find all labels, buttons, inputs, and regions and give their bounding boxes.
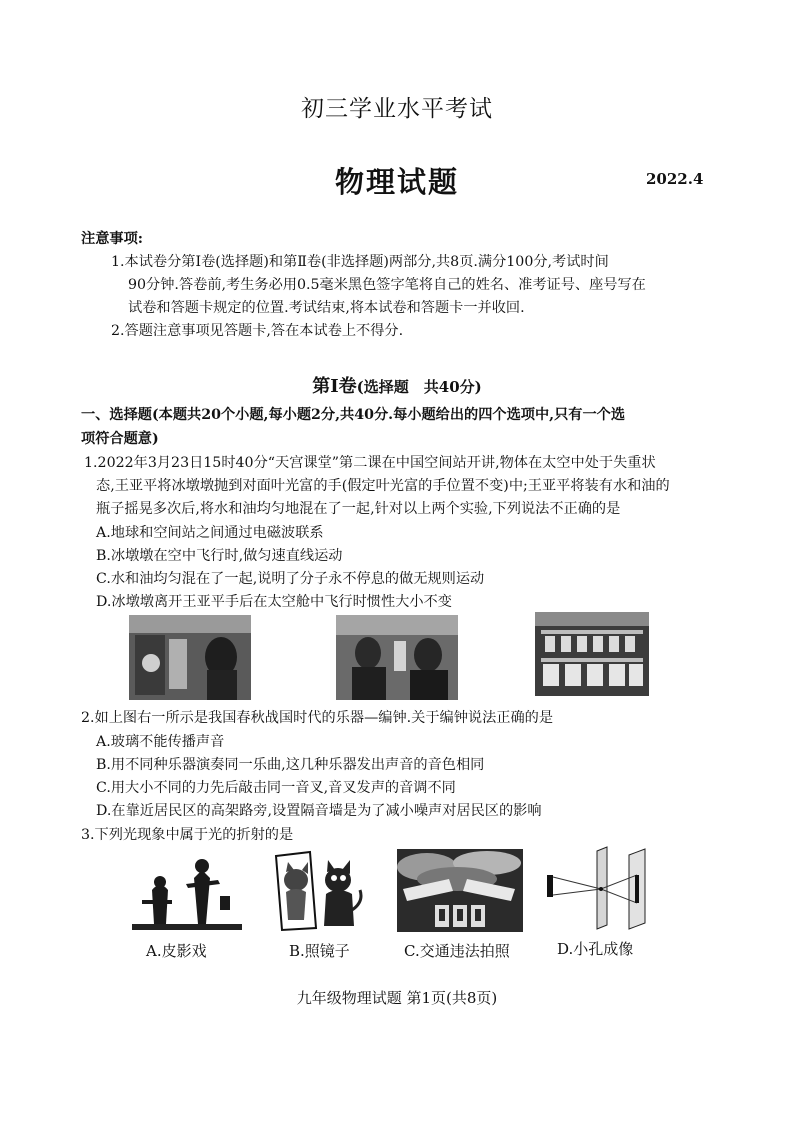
photo-space-station-1 (129, 615, 251, 700)
photo-space-station-2-image (336, 615, 458, 700)
notice-heading: 注意事项: (81, 231, 143, 247)
q2-option-a: A.玻璃不能传播声音 (96, 734, 225, 750)
q2-option-b: B.用不同种乐器演奏同一乐曲,这几种乐器发出声音的音色相同 (96, 757, 485, 773)
q3-stem: 3.下列光现象中属于光的折射的是 (81, 827, 294, 843)
page-footer: 九年级物理试题 第1页(共8页) (296, 989, 498, 1007)
shadow-play-illustration (132, 850, 242, 932)
q1-option-d: D.冰墩墩离开王亚平手后在太空舱中飞行时惯性大小不变 (96, 594, 452, 610)
q2-option-d: D.在靠近居民区的高架路旁,设置隔音墙是为了减小噪声对居民区的影响 (96, 803, 542, 819)
q3-caption-c: C.交通违法拍照 (404, 942, 510, 960)
q3-caption-a: A.皮影戏 (146, 942, 207, 960)
photo-chime-bells (535, 612, 649, 696)
section-title: 第Ⅰ卷 (312, 376, 357, 397)
notice-item-1-line-3: 试卷和答题卡规定的位置.考试结束,将本试卷和答题卡一并收回. (128, 300, 525, 316)
photo-space-station-1-image (129, 615, 251, 700)
part-instruction-line-1: 一、选择题(本题共20个小题,每小题2分,共40分.每小题给出的四个选项中,只有一个选 (81, 407, 626, 423)
notice-item-1-line-2: 90分钟.答卷前,考生务必用0.5毫米黑色签字笔将自己的姓名、准考证号、座号写在 (128, 277, 646, 293)
exam-date: 2022.4 (646, 170, 704, 188)
notice-item-2: 2.答题注意事项见答题卡,答在本试卷上不得分. (111, 323, 404, 339)
section-subtitle: (选择题 共40分) (356, 378, 482, 396)
q1-stem-line-1: 1.2022年3月23日15时40分“天宫课堂”第二课在中国空间站开讲,物体在太空中处于失重状 (84, 455, 656, 471)
pinhole-camera-illustration (537, 845, 655, 931)
q3-caption-b: B.照镜子 (289, 942, 350, 960)
q1-stem-line-3: 瓶子摇晃多次后,将水和油均匀地混在了一起,针对以上两个实验,下列说法不正确的是 (96, 501, 621, 517)
notice-item-1-line-1: 1.本试卷分第Ⅰ卷(选择题)和第Ⅱ卷(非选择题)两部分,共8页.满分100分,考试时间 (111, 254, 609, 270)
photo-chime-bells-image (535, 612, 649, 696)
q2-stem: 2.如上图右一所示是我国春秋战国时代的乐器—编钟.关于编钟说法正确的是 (81, 710, 554, 726)
exam-name: 初三学业水平考试 (301, 96, 493, 122)
section-heading (0, 372, 794, 398)
q3-caption-d: D.小孔成像 (557, 940, 634, 958)
photo-space-station-2 (336, 615, 458, 700)
subject-title: 物理试题 (334, 165, 459, 199)
part-instruction-line-2: 项符合题意) (81, 431, 159, 447)
q1-option-c: C.水和油均匀混在了一起,说明了分子永不停息的做无规则运动 (96, 571, 485, 587)
q2-option-c: C.用大小不同的力先后敲击同一音叉,音叉发声的音调不同 (96, 780, 456, 796)
q1-stem-line-2: 态,王亚平将冰墩墩抛到对面叶光富的手(假定叶光富的手位置不变)中;王亚平将装有水和油的 (96, 478, 670, 494)
q1-option-a: A.地球和空间站之间通过电磁波联系 (96, 525, 324, 541)
q1-option-b: B.冰墩墩在空中飞行时,做匀速直线运动 (96, 548, 343, 564)
traffic-camera-illustration (397, 849, 523, 932)
mirror-cat-illustration (272, 850, 364, 932)
